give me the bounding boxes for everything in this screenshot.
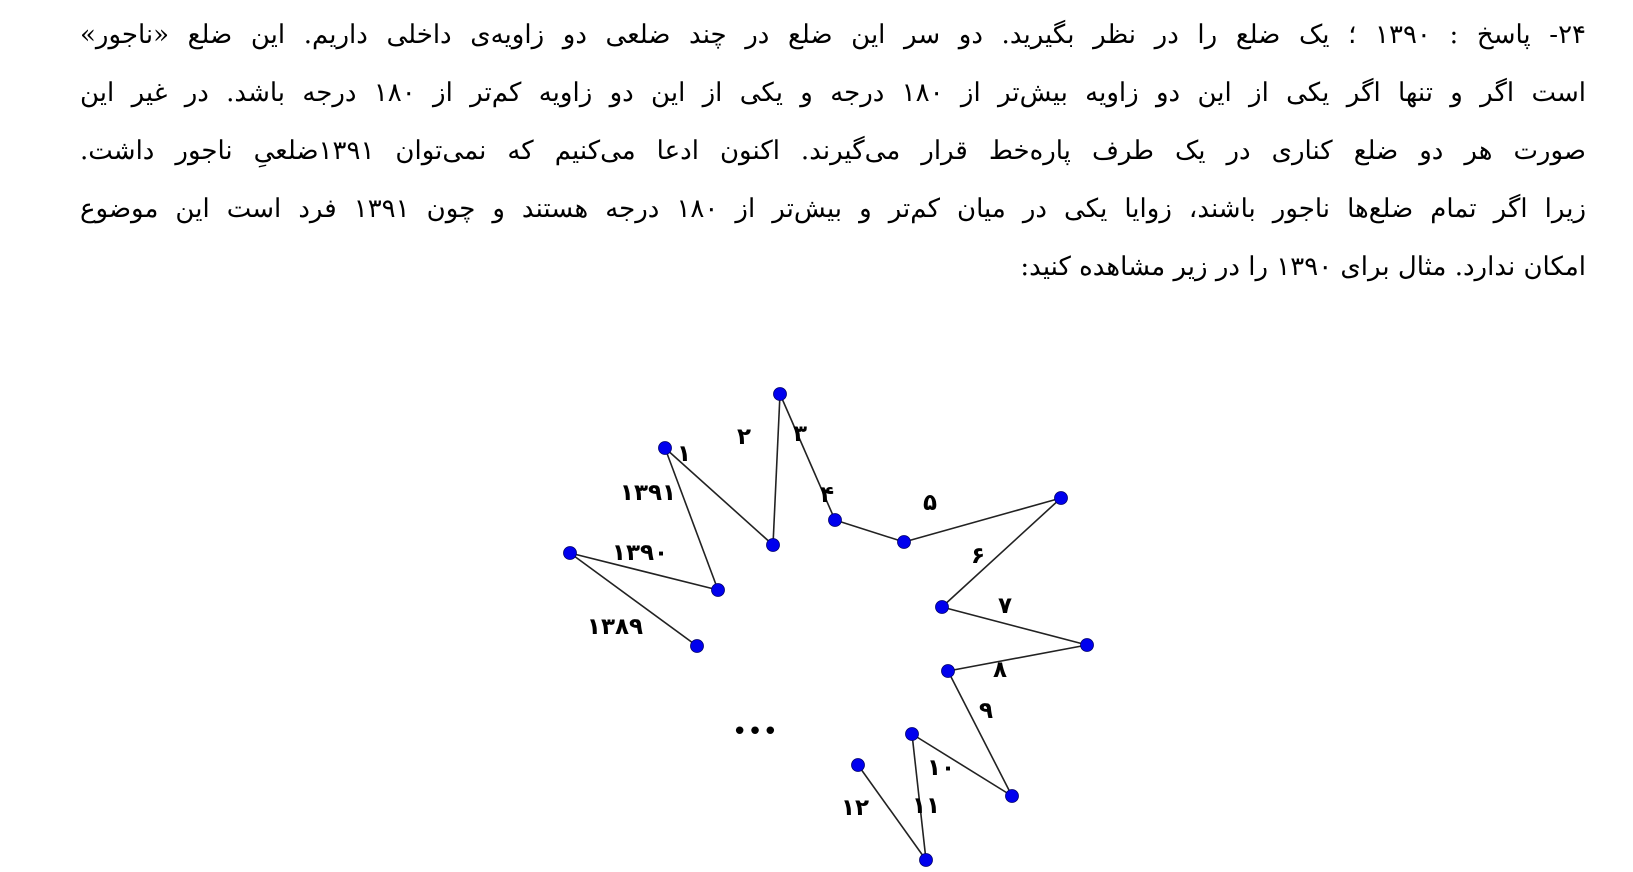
vertex-7 [829, 514, 842, 527]
vertex-11 [1081, 639, 1094, 652]
edge-7 [942, 607, 1087, 645]
edge-9 [948, 671, 1012, 796]
paragraph-line-2: است اگر و تنها اگر یکی از این دو زاویه بیش‌تر از ۱۸۰ درجه و یکی از این دو زاویه کم‌تر از ۱۸۰ درجه باشد. در غیر این [80, 78, 1586, 108]
edge-2 [773, 394, 780, 545]
edge-label-11: ۱۱ [911, 793, 941, 819]
vertex-1 [691, 640, 704, 653]
vertex-10 [936, 601, 949, 614]
vertex-9 [1055, 492, 1068, 505]
paragraph-line-3: صورت هر دو ضلع کناری در یک طرف پاره‌خط قرار می‌گیرند. اکنون ادعا می‌کنیم که نمی‌توان ۱۳۹۱ضلعیِ ناجور داشت. [80, 136, 1586, 166]
edge-labels [587, 421, 1012, 821]
vertex-15 [920, 854, 933, 867]
vertex-3 [712, 584, 725, 597]
edge-label-1391: ۱۳۹۱ [619, 480, 677, 506]
edge-label-7: ۷ [997, 593, 1013, 619]
edge-label-10: ۱۰ [926, 755, 956, 781]
edge-8 [948, 645, 1087, 671]
edge-label-1: ۱ [676, 441, 692, 467]
vertex-2 [564, 547, 577, 560]
vertex-12 [942, 665, 955, 678]
edge-label-12: ۱۲ [840, 795, 870, 821]
vertex-13 [1006, 790, 1019, 803]
vertex-14 [906, 728, 919, 741]
edge-label-5: ۵ [922, 490, 938, 516]
ellipsis-omitted-vertices: ••• [731, 717, 779, 747]
edge-label-2: ۲ [736, 424, 752, 450]
edge-4 [835, 520, 904, 542]
edge-label-9: ۹ [978, 698, 994, 724]
edge-label-8: ۸ [992, 657, 1008, 683]
vertex-5 [767, 539, 780, 552]
edge-label-4: ۴ [819, 482, 835, 508]
edge-label-6: ۶ [970, 543, 986, 569]
edge-label-3: ۳ [792, 421, 808, 447]
paragraph-line-5: امکان ندارد. مثال برای ۱۳۹۰ را در زیر مشاهده کنید: [1020, 252, 1586, 282]
paragraph-line-1: ۲۴- پاسخ : ۱۳۹۰ ؛ یک ضلع را در نظر بگیرید. دو سر این ضلع در چند ضلعی دو زاویه‌ی داخلی داریم. این ضلع «ناجور» [80, 20, 1586, 50]
vertex-16 [852, 759, 865, 772]
edge-label-1390: ۱۳۹۰ [611, 540, 669, 566]
vertex-6 [774, 388, 787, 401]
edge-label-1389: ۱۳۸۹ [586, 614, 644, 640]
edge-1391 [665, 448, 718, 590]
vertex-4 [659, 442, 672, 455]
vertex-8 [898, 536, 911, 549]
paragraph-line-4: زیرا اگر تمام ضلع‌ها ناجور باشند، زوایا یکی در میان کم‌تر و بیش‌تر از ۱۸۰ درجه هستند و چون ۱۳۹۱ فرد است این موضوع [80, 194, 1586, 224]
